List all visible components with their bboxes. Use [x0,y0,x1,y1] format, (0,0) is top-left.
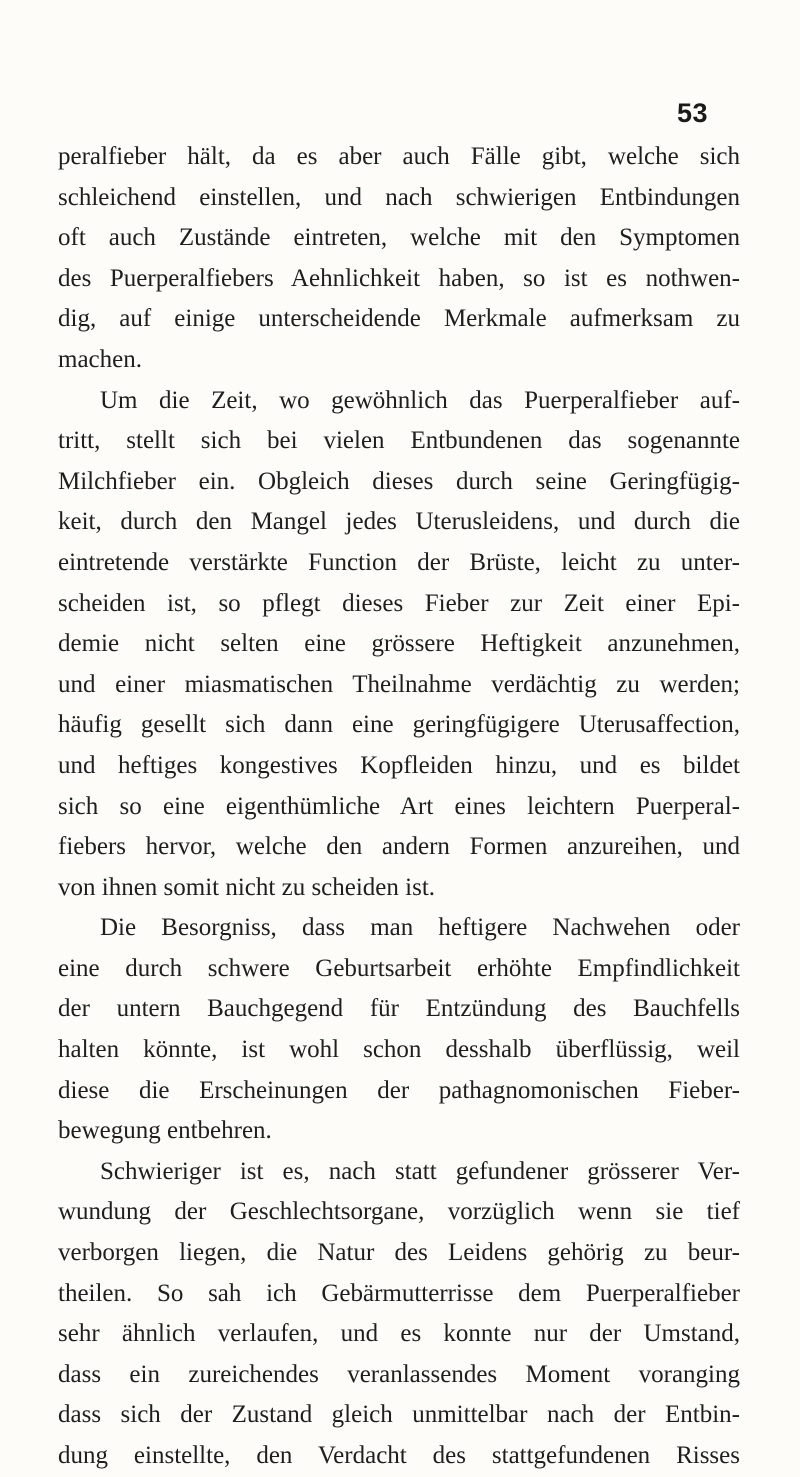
text-line: Schwieriger ist es, nach statt gefundener grösserer Ver- [100,1157,740,1185]
text-line: und einer miasmatischen Theilnahme verdächtig zu werden; [58,670,740,698]
text-line: dass sich der Zustand gleich unmittelbar nach der Entbin- [58,1401,740,1429]
text-line: oft auch Zustände eintreten, welche mit den Symptomen [58,224,740,252]
text-line: Die Besorgniss, dass man heftigere Nachwehen oder [100,914,740,942]
paragraph-2 [58,381,740,909]
text-line: machen. [58,345,142,373]
text-line: demie nicht selten eine grössere Heftigkeit anzunehmen, [58,630,740,658]
paragraph-1 [58,137,740,381]
paragraph-3 [58,908,740,1152]
text-line: dig, auf einige unterscheidende Merkmale aufmerksam zu [58,305,740,333]
text-line: der untern Bauchgegend für Entzündung des Bauchfells [58,995,740,1023]
body-text [58,137,740,1477]
text-line: fiebers hervor, welche den andern Formen anzureihen, und [58,833,740,861]
text-line: scheiden ist, so pflegt dieses Fieber zur Zeit einer Epi- [58,589,740,617]
text-line: und heftiges kongestives Kopfleiden hinzu, und es bildet [58,751,740,779]
text-line: schleichend einstellen, und nach schwierigen Entbindungen [58,183,740,211]
text-line: halten könnte, ist wohl schon desshalb überflüssig, weil [58,1036,740,1064]
text-line: wundung der Geschlechtsorgane, vorzüglich wenn sie tief [58,1198,740,1226]
text-line: Um die Zeit, wo gewöhnlich das Puerperalfieber auf- [100,386,740,414]
text-line: dung einstellte, den Verdacht des stattgefundenen Risses [58,1442,740,1469]
page-number: 53 [676,98,708,128]
text-line: peralfieber hält, da es aber auch Fälle gibt, welche sich [58,143,740,170]
text-line: häufig gesellt sich dann eine geringfügigere Uterusaffection, [58,711,740,739]
text-line: Milchfieber ein. Obgleich dieses durch seine Geringfügig- [58,467,740,495]
text-line: dass ein zureichendes veranlassendes Moment voranging [58,1360,740,1388]
text-line: theilen. So sah ich Gebärmutterrisse dem Puerperalfieber [58,1279,740,1307]
text-line: diese die Erscheinungen der pathagnomonischen Fieber- [58,1076,740,1104]
text-line: verborgen liegen, die Natur des Leidens gehörig zu beur- [58,1239,740,1267]
text-line: sehr ähnlich verlaufen, und es konnte nur der Umstand, [58,1320,740,1348]
text-line: tritt, stellt sich bei vielen Entbundenen das sogenannte [58,427,740,455]
paragraph-4 [58,1152,740,1477]
text-line: von ihnen somit nicht zu scheiden ist. [58,873,436,901]
text-line: eine durch schwere Geburtsarbeit erhöhte Empfindlichkeit [58,954,740,982]
text-line: des Puerperalfiebers Aehnlichkeit haben, so ist es nothwen- [58,264,740,292]
text-line: eintretende verstärkte Function der Brüste, leicht zu unter- [58,548,740,576]
text-line: sich so eine eigenthümliche Art eines leichtern Puerperal- [58,792,740,820]
text-line: bewegung entbehren. [58,1117,272,1145]
text-line: keit, durch den Mangel jedes Uterusleidens, und durch die [58,508,740,536]
